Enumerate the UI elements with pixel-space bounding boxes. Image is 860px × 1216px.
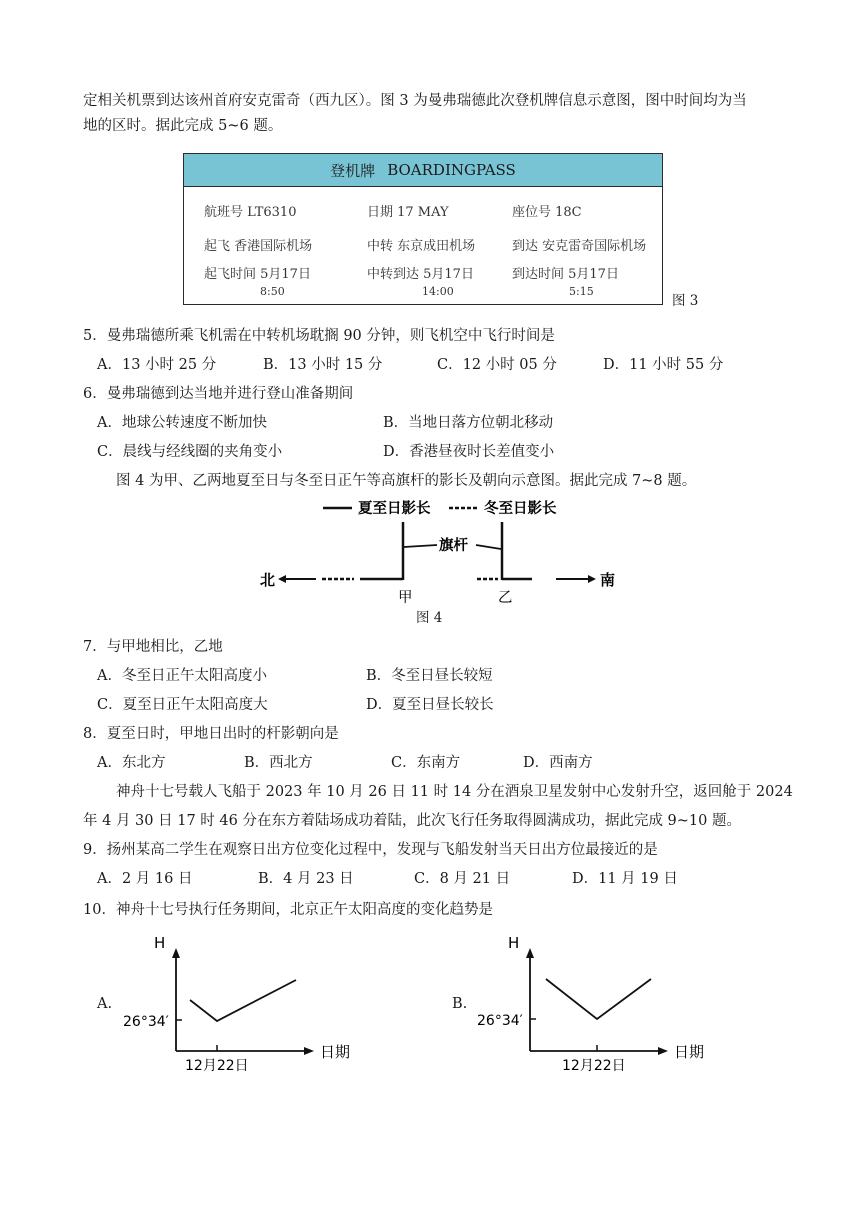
south-label: 南 xyxy=(600,571,616,589)
passage-line-2: 年 4 月 30 日 17 时 46 分在东方着陆场成功着陆，此次飞行任务取得圆满成功，据此完成 9~10 题。 xyxy=(83,813,741,829)
figure-4-caption: 图 4 xyxy=(416,610,443,626)
graph-a-y-arrow xyxy=(172,948,180,958)
q10-option-b-label: B. xyxy=(452,996,468,1012)
flight-number: 航班号 LT6310 xyxy=(204,205,297,220)
flight-date: 日期 17 MAY xyxy=(367,205,449,220)
north-label: 北 xyxy=(260,571,276,589)
graph-a-y-axis-label: H xyxy=(154,934,166,952)
north-arrow-head xyxy=(278,575,286,583)
q9-stem: 9．扬州某高二学生在观察日出方位变化过程中，发现与飞船发射当天日出方位最接近的是 xyxy=(83,842,658,858)
q7-option-a: A．冬至日正午太阳高度小 xyxy=(97,668,267,684)
q7-option-c: C．夏至日正午太阳高度大 xyxy=(97,697,268,713)
q10-option-b-graph[interactable] xyxy=(472,928,722,1078)
boarding-pass-header xyxy=(184,154,662,187)
yi-label: 乙 xyxy=(498,590,513,606)
pole-label: 旗杆 xyxy=(439,538,468,554)
south-arrow-head xyxy=(588,575,596,583)
graph-a-trend-line xyxy=(190,980,296,1021)
q6-option-a: A．地球公转速度不断加快 xyxy=(97,415,267,431)
q8-stem: 8．夏至日时，甲地日出时的杆影朝向是 xyxy=(83,726,339,742)
boarding-pass-title-zh: 登机牌 xyxy=(330,161,376,180)
q9-option-a: A．2 月 16 日 xyxy=(97,871,193,887)
graph-a-x-tick-label: 12月22日 xyxy=(185,1058,249,1074)
depart-time-label: 起飞时间 5月17日 xyxy=(204,267,311,282)
intro-line-1: 定相关机票到达该州首府安克雷奇（西九区）。图 3 为曼弗瑞德此次登机牌信息示意图，图中时间均为当 xyxy=(83,93,747,109)
q10-option-a-graph[interactable] xyxy=(118,928,368,1078)
graph-a-y-tick-label: 26°34′ xyxy=(123,1014,169,1030)
graph-b-x-arrow xyxy=(658,1047,668,1055)
q10-option-a-label: A. xyxy=(97,996,113,1012)
q8-option-b: B．西北方 xyxy=(244,755,313,771)
graph-b-y-axis-label: H xyxy=(508,934,520,952)
q5-option-c: C．12 小时 05 分 xyxy=(437,357,557,373)
q8-option-c: C．东南方 xyxy=(391,755,461,771)
pole-leader-right xyxy=(476,545,501,549)
graph-b-y-tick-label: 26°34′ xyxy=(477,1013,523,1029)
q6-option-c: C．晨线与经线圈的夹角变小 xyxy=(97,444,283,460)
graph-b-x-axis-label: 日期 xyxy=(674,1043,705,1061)
q9-option-d: D．11 月 19 日 xyxy=(572,871,678,887)
legend-winter-text: 冬至日影长 xyxy=(484,501,557,517)
q7-option-b: B．冬至日昼长较短 xyxy=(366,668,493,684)
graph-b-trend-line xyxy=(546,979,651,1019)
q9-option-c: C．8 月 21 日 xyxy=(414,871,511,887)
jia-label: 甲 xyxy=(398,590,413,606)
arrive-time-label: 到达时间 5月17日 xyxy=(512,267,619,282)
graph-a-x-arrow xyxy=(304,1047,314,1055)
q5-stem: 5．曼弗瑞德所乘飞机需在中转机场耽搁 90 分钟，则飞机空中飞行时间是 xyxy=(83,328,555,344)
q9-option-b: B．4 月 23 日 xyxy=(258,871,354,887)
arrive-airport: 到达 安克雷奇国际机场 xyxy=(512,239,647,254)
graph-b-y-arrow xyxy=(526,948,534,958)
q8-option-d: D．西南方 xyxy=(523,755,593,771)
depart-airport: 起飞 香港国际机场 xyxy=(204,239,313,254)
graph-b-x-tick-label: 12月22日 xyxy=(562,1058,626,1074)
pole-leader-left xyxy=(404,545,437,547)
q6-stem: 6．曼弗瑞德到达当地并进行登山准备期间 xyxy=(83,386,354,402)
q5-option-d: D．11 小时 55 分 xyxy=(603,357,724,373)
seat-number: 座位号 18C xyxy=(512,205,582,220)
q5-option-a: A．13 小时 25 分 xyxy=(97,357,217,373)
transit-time: 14:00 xyxy=(422,285,454,298)
fig4-intro: 图 4 为甲、乙两地夏至日与冬至日正午等高旗杆的影长及朝向示意图。据此完成 7~8 题。 xyxy=(116,473,697,489)
transit-airport: 中转 东京成田机场 xyxy=(367,239,476,254)
q5-option-b: B．13 小时 15 分 xyxy=(263,357,383,373)
graph-a-x-axis-label: 日期 xyxy=(320,1043,351,1061)
arrive-time: 5:15 xyxy=(569,285,594,298)
q7-option-d: D．夏至日昼长较长 xyxy=(366,697,494,713)
boarding-pass xyxy=(183,153,663,305)
q10-stem: 10．神舟十七号执行任务期间，北京正午太阳高度的变化趋势是 xyxy=(83,902,493,918)
q7-stem: 7．与甲地相比，乙地 xyxy=(83,639,223,655)
q8-option-a: A．东北方 xyxy=(97,755,166,771)
q6-option-b: B．当地日落方位朝北移动 xyxy=(383,415,554,431)
figure-3-label: 图 3 xyxy=(672,293,699,309)
depart-time: 8:50 xyxy=(260,285,285,298)
intro-line-2: 地的区时。据此完成 5~6 题。 xyxy=(83,118,283,134)
passage-line-1: 神舟十七号载人飞船于 2023 年 10 月 26 日 11 时 14 分在酒泉卫星发射中心发射升空，返回舱于 2024 xyxy=(116,784,793,800)
legend-summer-text: 夏至日影长 xyxy=(358,501,431,517)
boarding-pass-title-en: BOARDINGPASS xyxy=(387,161,516,179)
q6-option-d: D．香港昼夜时长差值变小 xyxy=(383,444,555,460)
transit-time-label: 中转到达 5月17日 xyxy=(367,267,474,282)
